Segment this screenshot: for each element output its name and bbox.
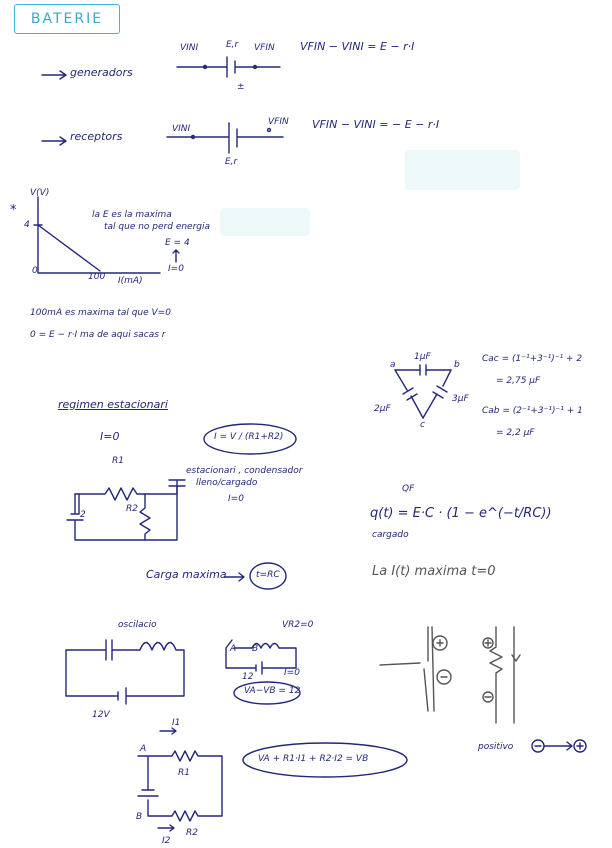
steady-i-zero: I=0 — [100, 430, 120, 443]
cab-calc: Cab = (2⁻¹+3⁻¹)⁻¹ + 1 — [482, 406, 583, 416]
vi-graph — [30, 195, 170, 285]
graph-note-1: la E es la maxima — [92, 210, 172, 220]
node-a-label: A — [230, 644, 237, 654]
kirchhoff-formula: VA + R1·I1 + R2·I2 = VB — [258, 754, 369, 764]
polarity-sign: ± — [237, 82, 245, 92]
page-title-box — [14, 4, 120, 34]
osc-label: oscilacio — [118, 620, 157, 630]
generadors-label: generadors — [70, 66, 133, 79]
va-vb-label: VA−VB = 12 — [244, 686, 301, 696]
cargado-label: cargado — [372, 530, 409, 540]
r2-label: R2 — [126, 504, 138, 514]
cap-ac-label: 2μF — [374, 404, 391, 414]
boxed-formula: I = V / (R1+R2) — [214, 432, 284, 442]
v12-label: 12V — [92, 710, 110, 720]
vr2-label: VR2=0 — [282, 620, 314, 630]
current-arrow-icon — [156, 824, 178, 832]
star-mark: * — [10, 203, 17, 218]
inductor-sketch — [478, 625, 528, 725]
y-axis-label: V(V) — [30, 188, 50, 198]
v-fin-label-2: VFIN — [268, 117, 289, 127]
positivo-label: positivo — [478, 742, 514, 752]
cac-calc: Cac = (1⁻¹+3⁻¹)⁻¹ + 2 — [482, 354, 583, 364]
max-current-note: 100mA es maxima tal que V=0 — [30, 308, 171, 318]
cap-ab-label: 1μF — [414, 352, 431, 362]
y-tick-label: 4 — [24, 220, 30, 230]
section-heading: regimen estacionari — [58, 398, 168, 411]
r1-label: R1 — [112, 456, 124, 466]
e-label: 2 — [80, 510, 86, 520]
node-b: b — [454, 360, 460, 370]
v12-label-2: 12 — [242, 672, 254, 682]
arrow-icon — [222, 572, 248, 582]
carga-max-label: Carga maxima — [146, 568, 227, 581]
i-zero-label: I=0 — [168, 264, 184, 274]
v-fin-label: VFIN — [254, 43, 275, 53]
paper-stain — [220, 208, 310, 236]
node-b-label: B — [252, 644, 259, 654]
qf-label: QF — [402, 484, 415, 494]
cap-note-1: estacionari , condensador — [186, 466, 303, 476]
generator-formula: VFIN − VINI = E − r·I — [300, 40, 415, 53]
i2-label: I2 — [162, 836, 171, 846]
positivo-arrow — [530, 738, 590, 754]
cac-result: = 2,75 μF — [496, 376, 541, 386]
arrow-icon — [40, 70, 70, 80]
arrow-icon — [40, 136, 70, 146]
i0-label: I=0 — [284, 668, 300, 678]
e-r-label: E,r — [226, 40, 239, 50]
up-arrow-icon — [172, 248, 180, 264]
battery-generator-symbol — [175, 45, 285, 95]
e-value: E = 4 — [165, 238, 190, 248]
lc-circuit — [60, 630, 190, 710]
node-a: a — [390, 360, 396, 370]
cap-note-2: lleno/cargado — [196, 478, 258, 488]
x-tick-label: 100 — [88, 272, 106, 282]
x-axis-label: I(mA) — [118, 276, 143, 286]
i1-label: I1 — [172, 718, 181, 728]
la-i-max-label: La I(t) maxima t=0 — [372, 564, 496, 579]
cap-bc-label: 3μF — [452, 394, 469, 404]
charge-formula: q(t) = E·C · (1 − e^(−t/RC)) — [370, 506, 552, 521]
node-c: c — [420, 420, 425, 430]
steady-i-zero-2: I=0 — [228, 494, 244, 504]
v-ini-label: VINI — [180, 43, 199, 53]
page-title: BATERIE — [30, 11, 104, 27]
equation-note: 0 = E − r·I ma de aqui sacas r — [30, 330, 166, 340]
paper-stain — [405, 150, 520, 190]
graph-note-2: tal que no perd energia — [104, 222, 211, 232]
cab-result: = 2,2 μF — [496, 428, 535, 438]
r2-label-bottom: R2 — [186, 828, 198, 838]
t-rc-label: t=RC — [256, 570, 280, 580]
node-a-bottom: A — [140, 744, 147, 754]
v-ini-label-2: VINI — [172, 124, 191, 134]
capacitor-sketch — [380, 625, 480, 715]
origin-label: 0 — [32, 266, 38, 276]
receptor-formula: VFIN − VINI = − E − r·I — [312, 118, 440, 131]
receptors-label: receptors — [70, 130, 123, 143]
r1-label-bottom: R1 — [178, 768, 190, 778]
current-arrow-icon — [158, 727, 180, 735]
node-b-bottom: B — [136, 812, 143, 822]
e-r-label-2: E,r — [225, 157, 238, 167]
